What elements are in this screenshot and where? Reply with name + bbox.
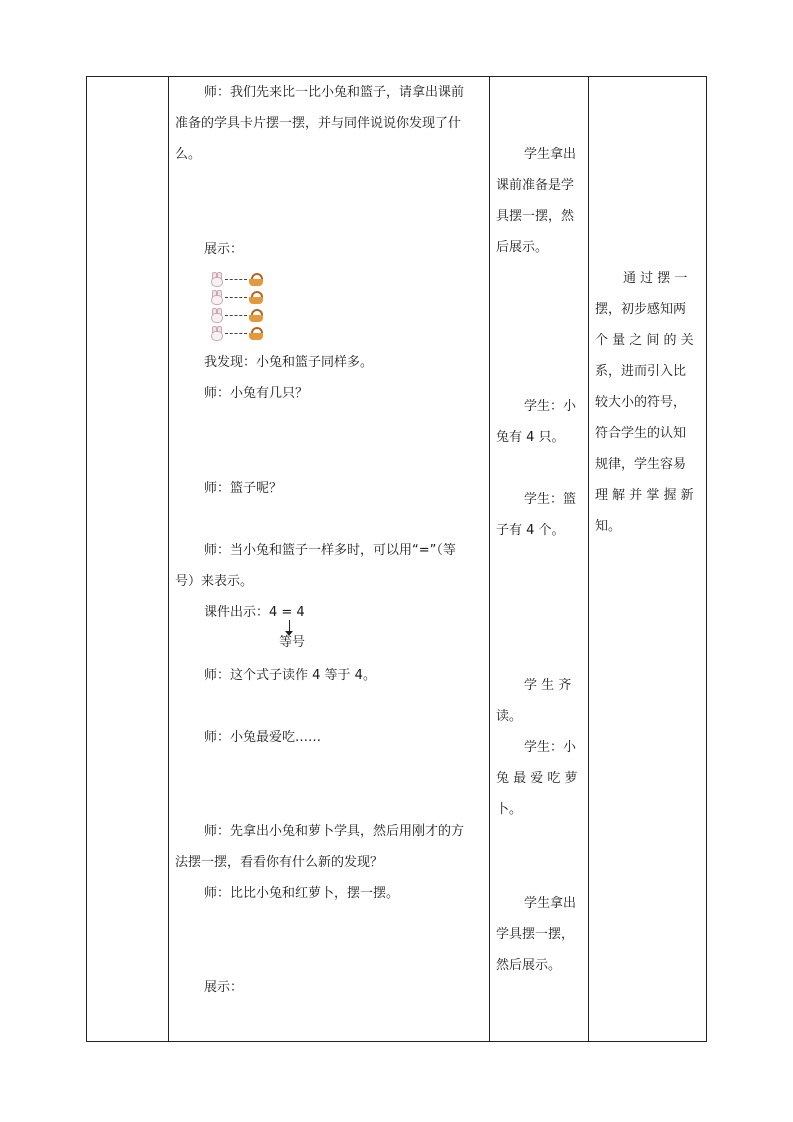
match-row (209, 307, 263, 323)
rabbit-icon (209, 308, 223, 322)
student-line: 读。 (496, 709, 523, 724)
purpose-line: 个 量 之 间 的 关 (595, 333, 694, 348)
rabbit-icon (209, 290, 223, 304)
purpose-line: 知。 (595, 519, 622, 534)
teacher-line: 号）来表示。 (175, 574, 254, 589)
student-line: 学生：小 (524, 740, 577, 755)
student-line: 兔有 4 只。 (496, 430, 565, 445)
student-line: 兔 最 爱 吃 萝 (496, 771, 578, 786)
dash-line (225, 333, 247, 334)
basket-icon (249, 291, 263, 304)
purpose-line: 摆，初步感知两 (595, 302, 687, 317)
basket-icon (249, 273, 263, 286)
student-line: 具摆一摆，然 (496, 209, 575, 224)
purpose-line: 规律，学生容易 (595, 457, 687, 472)
lesson-table (86, 76, 707, 1042)
teacher-line: 师：小兔最爱吃…… (204, 730, 322, 745)
student-line: 学具摆一摆， (496, 927, 575, 942)
basket-icon (249, 309, 263, 322)
dash-line (225, 297, 247, 298)
rabbit-icon (209, 326, 223, 340)
dash-line (225, 315, 247, 316)
student-line: 子有 4 个。 (496, 523, 565, 538)
purpose-line: 符合学生的认知 (595, 426, 687, 441)
purpose-line: 较大小的符号， (595, 395, 687, 410)
student-line: 课前准备是学 (496, 178, 575, 193)
purpose-line: 系，进而引入比 (595, 364, 687, 379)
teacher-line: 师：我们先来比一比小兔和篮子，请拿出课前 (204, 85, 465, 100)
student-line: 学生拿出 (524, 896, 577, 911)
display-label: 展示： (204, 980, 244, 995)
courseware-equation: 课件出示：4 = 4 (204, 605, 305, 620)
student-activity-column (490, 77, 588, 1041)
dash-line (225, 279, 247, 280)
student-line: 学 生 齐 (524, 678, 572, 693)
match-row (209, 271, 263, 287)
teacher-line: 师：当小兔和篮子一样多时，可以用“=”（等 (204, 543, 456, 558)
teacher-activity-column (169, 77, 489, 1041)
teacher-line: 准备的学具卡片摆一摆，并与同伴说说你发现了什 (175, 116, 462, 131)
purpose-line: 通 过 摆 一 (623, 271, 688, 286)
teacher-line: 师：先拿出小兔和萝卜学具，然后用刚才的方 (204, 824, 465, 839)
display-label: 展示： (204, 242, 244, 257)
teacher-line: 师：这个式子读作 4 等于 4。 (204, 668, 376, 683)
basket-icon (249, 327, 263, 340)
student-line: 卜。 (496, 802, 523, 817)
teacher-line: 么。 (175, 147, 202, 162)
purpose-line: 理 解 并 掌 握 新 (595, 488, 694, 503)
student-line: 学生：小 (524, 399, 577, 414)
student-line: 学生：篮 (524, 492, 577, 507)
teacher-line: 师：比比小兔和红萝卜，摆一摆。 (204, 886, 400, 901)
match-row (209, 325, 263, 341)
design-purpose-column (589, 77, 708, 1041)
teacher-line: 师：小兔有几只？ (204, 386, 309, 401)
stage-column (87, 77, 168, 1041)
student-line: 然后展示。 (496, 958, 562, 973)
rabbit-icon (209, 272, 223, 286)
student-line: 学生拿出 (524, 147, 577, 162)
teacher-line: 法摆一摆，看看你有什么新的发现？ (175, 855, 384, 870)
match-row (209, 289, 263, 305)
teacher-line: 师：篮子呢？ (204, 481, 283, 496)
teacher-line: 我发现：小兔和篮子同样多。 (204, 355, 374, 370)
equal-sign-label: 等号 (279, 635, 306, 650)
student-line: 后展示。 (496, 240, 549, 255)
